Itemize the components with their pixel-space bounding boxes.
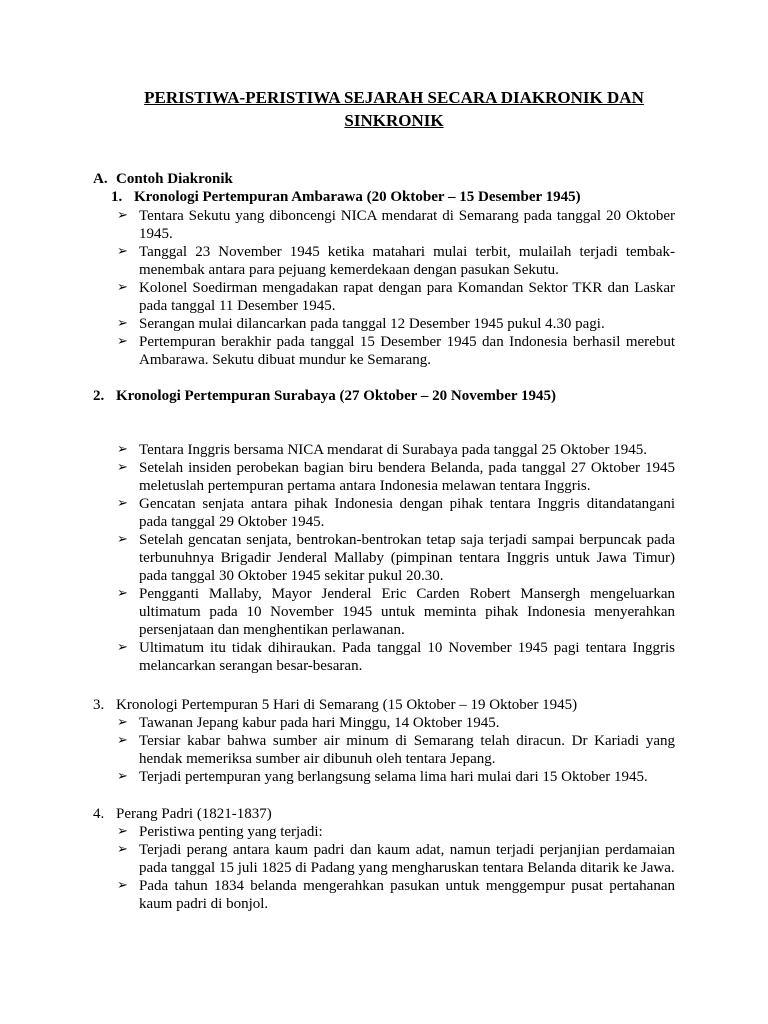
list-item: ➢ Tentara Inggris bersama NICA mendarat di Surabaya pada tanggal 25 Oktober 1945. [117, 442, 647, 458]
arrow-bullet-icon: ➢ [117, 496, 128, 511]
event-4-title: Perang Padri (1821-1837) [116, 806, 272, 822]
event-4-heading [93, 805, 272, 823]
event-1-heading [111, 188, 581, 206]
arrow-bullet-icon: ➢ [117, 878, 128, 893]
event-2-heading [93, 387, 556, 405]
arrow-bullet-icon: ➢ [117, 280, 128, 295]
list-item: ➢ Pengganti Mallaby, Mayor Jenderal Eric Carden Robert Mansergh mengeluarkan ultimatum pada 10 November 1945 untuk meminta pihak Indonesia menyerahkan persenjataan dan menghentikan perlawanan. [117, 586, 675, 638]
list-item: ➢ Gencatan senjata antara pihak Indonesia dengan pihak tentara Inggris ditandatangani pada tanggal 29 Oktober 1945. [117, 496, 675, 530]
event-3-title: Kronologi Pertempuran 5 Hari di Semarang (15 Oktober – 19 Oktober 1945) [116, 697, 578, 713]
event-3-heading [93, 696, 577, 714]
section-a-label: Contoh Diakronik [116, 171, 233, 187]
arrow-bullet-icon: ➢ [117, 316, 128, 331]
arrow-bullet-icon: ➢ [117, 715, 128, 730]
arrow-bullet-icon: ➢ [117, 769, 128, 784]
arrow-bullet-icon: ➢ [117, 244, 128, 259]
section-a-heading [93, 170, 233, 188]
arrow-bullet-icon: ➢ [117, 640, 128, 655]
list-item: ➢ Kolonel Soedirman mengadakan rapat dengan para Komandan Sektor TKR dan Laskar pada tanggal 11 Desember 1945. [117, 280, 675, 314]
list-item: ➢ Serangan mulai dilancarkan pada tanggal 12 Desember 1945 pukul 4.30 pagi. [117, 316, 605, 332]
event-2-number: 2. [93, 388, 105, 404]
arrow-bullet-icon: ➢ [117, 733, 128, 748]
section-a-marker: A. [93, 171, 108, 187]
list-item: ➢ Setelah gencatan senjata, bentrokan-bentrokan tetap saja terjadi sampai berpuncak pada terbunuhnya Brigadir Jenderal Mallaby (pimpinan tentara Inggris untuk Jawa Timur) pada tanggal 30 Oktober 1945 sekitar pukul 20.30. [117, 532, 675, 584]
list-item: ➢ Terjadi pertempuran yang berlangsung selama lima hari mulai dari 15 Oktober 1945. [117, 769, 648, 785]
list-item: ➢ Pada tahun 1834 belanda mengerahkan pasukan untuk menggempur pusat pertahanan kaum padri di bonjol. [117, 878, 675, 912]
event-4-number: 4. [93, 806, 105, 822]
arrow-bullet-icon: ➢ [117, 334, 128, 349]
arrow-bullet-icon: ➢ [117, 460, 128, 475]
event-1-list [117, 207, 675, 369]
list-item: ➢ Ultimatum itu tidak dihiraukan. Pada tanggal 10 November 1945 pagi tentara Inggris melancarkan serangan besar-besaran. [117, 640, 675, 674]
event-3-number: 3. [93, 697, 105, 713]
list-item: ➢ Tentara Sekutu yang diboncengi NICA mendarat di Semarang pada tanggal 20 Oktober 1945. [117, 208, 675, 242]
event-2-list [117, 441, 675, 675]
list-item: ➢ Tawanan Jepang kabur pada hari Minggu, 14 Oktober 1945. [117, 715, 500, 731]
arrow-bullet-icon: ➢ [117, 208, 128, 223]
list-item: ➢ Tanggal 23 November 1945 ketika matahari mulai terbit, mulailah terjadi tembak-menembak antara para pejuang kemerdekaan dengan pasukan Sekutu. [117, 244, 675, 278]
list-item: ➢ Pertempuran berakhir pada tanggal 15 Desember 1945 dan Indonesia berhasil merebut Ambarawa. Sekutu dibuat mundur ke Semarang. [117, 334, 675, 368]
arrow-bullet-icon: ➢ [117, 532, 128, 547]
document-title: PERISTIWA-PERISTIWA SEJARAH SECARA DIAKRONIK DAN SINKRONIK [144, 88, 644, 130]
event-1-title: Kronologi Pertempuran Ambarawa (20 Oktober – 15 Desember 1945) [134, 189, 581, 205]
list-item: ➢ Terjadi perang antara kaum padri dan kaum adat, namun terjadi perjanjian perdamaian pada tanggal 15 juli 1825 di Padang yang mengharuskan tentara Belanda ditarik ke Jawa. [117, 842, 675, 876]
event-1-number: 1. [111, 189, 123, 205]
list-item: ➢ Peristiwa penting yang terjadi: [117, 824, 323, 840]
event-3-list [117, 714, 675, 786]
arrow-bullet-icon: ➢ [117, 824, 128, 839]
list-item: ➢ Tersiar kabar bahwa sumber air minum di Semarang telah diracun. Dr Kariadi yang hendak memeriksa sumber air dibunuh oleh tentara Jepang. [117, 733, 675, 767]
arrow-bullet-icon: ➢ [117, 442, 128, 457]
event-2-title: Kronologi Pertempuran Surabaya (27 Oktober – 20 November 1945) [116, 388, 556, 404]
event-4-list [117, 823, 675, 913]
arrow-bullet-icon: ➢ [117, 842, 128, 857]
arrow-bullet-icon: ➢ [117, 586, 128, 601]
list-item: ➢ Setelah insiden perobekan bagian biru bendera Belanda, pada tanggal 27 Oktober 1945 meletuslah pertempuran pertama antara Indonesia melawan tentara Inggris. [117, 460, 675, 494]
